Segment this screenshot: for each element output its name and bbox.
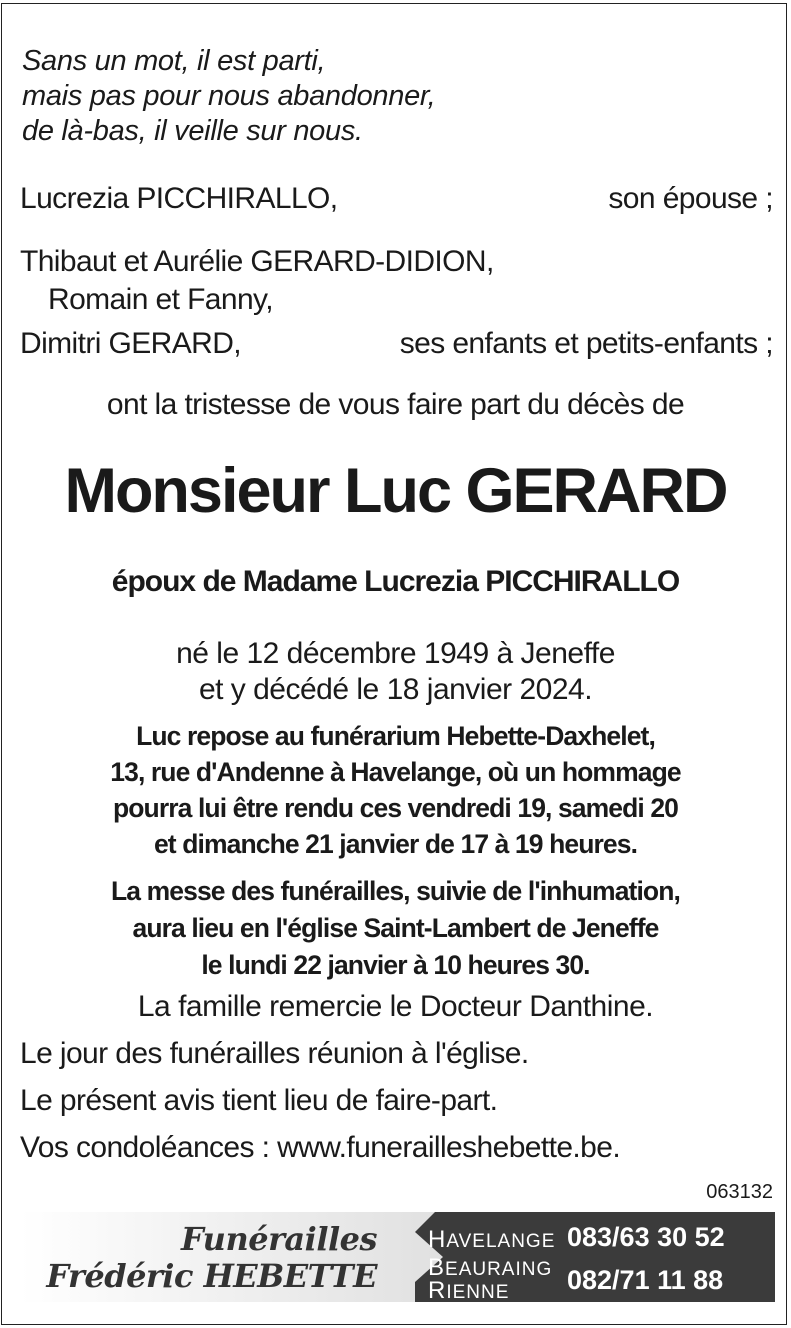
note-1: Le jour des funérailles réunion à l'église. <box>20 1037 529 1070</box>
rest-line-4: et dimanche 21 janvier de 17 à 19 heures. <box>153 829 638 859</box>
town-havelange <box>428 1226 555 1254</box>
spouse-name: Lucrezia PICCHIRALLO, <box>20 182 338 215</box>
grandchildren: Romain et Fanny, <box>48 283 273 316</box>
children-role: ses enfants et petits-enfants ; <box>399 327 773 360</box>
thanks: La famille remercie le Docteur Danthine. <box>137 990 654 1023</box>
spouse-role: son épouse ; <box>608 182 773 215</box>
note-3: Vos condoléances : www.funerailleshebette.be. <box>20 1131 621 1164</box>
rest-line-2: 13, rue d'Andenne à Havelange, où un hommage <box>110 757 681 787</box>
mass-info <box>0 873 791 984</box>
poem-line-1: Sans un mot, il est parti, <box>22 45 326 77</box>
town-rienne <box>428 1277 509 1305</box>
rest-line-1: Luc repose au funérarium Hebette-Daxhelet, <box>136 721 655 751</box>
funeral-home-banner <box>20 1212 775 1302</box>
town-beauraing-initial: B <box>428 1254 446 1281</box>
poem-line-2: mais pas pour nous abandonner, <box>22 80 436 112</box>
mass-line-2: aura lieu en l'église Saint-Lambert de Jeneffe <box>132 913 659 943</box>
phone-havelange: 083/63 30 52 <box>567 1222 725 1252</box>
phone-beauraing-rienne: 082/71 11 88 <box>567 1265 724 1295</box>
announcement: ont la tristesse de vous faire part du décès de <box>106 388 685 421</box>
town-beauraing-rest: EAURAING <box>445 1259 553 1280</box>
rest-line-3: pourra lui être rendu ces vendredi 19, samedi 20 <box>112 793 679 823</box>
town-havelange-rest: AVELANGE <box>446 1231 556 1252</box>
town-rienne-rest: IENNE <box>446 1282 510 1303</box>
mass-line-3: le lundi 22 janvier à 10 heures 30. <box>201 950 590 980</box>
banner-title-2: Frédéric HEBETTE <box>46 1257 377 1295</box>
mass-line-1: La messe des funérailles, suivie de l'inhumation, <box>111 876 680 906</box>
town-rienne-initial: R <box>428 1277 447 1304</box>
child-1: Thibaut et Aurélie GERARD-DIDION, <box>20 245 494 278</box>
birth-line-1: né le 12 décembre 1949 à Jeneffe <box>176 637 615 670</box>
banner-title-1: Funérailles <box>181 1220 377 1258</box>
child-2: Dimitri GERARD, <box>20 327 241 360</box>
spouse-of: époux de Madame Lucrezia PICCHIRALLO <box>111 565 680 598</box>
birth-info <box>0 636 791 708</box>
note-2: Le présent avis tient lieu de faire-part. <box>20 1084 498 1117</box>
reference-number: 063132 <box>706 1181 773 1203</box>
birth-line-2: et y décédé le 18 janvier 2024. <box>198 673 593 706</box>
town-havelange-initial: H <box>428 1226 447 1253</box>
rest-info <box>0 718 791 862</box>
deceased-name: Monsieur Luc GERARD <box>64 456 727 526</box>
poem-line-3: de là-bas, il veille sur nous. <box>22 115 363 147</box>
